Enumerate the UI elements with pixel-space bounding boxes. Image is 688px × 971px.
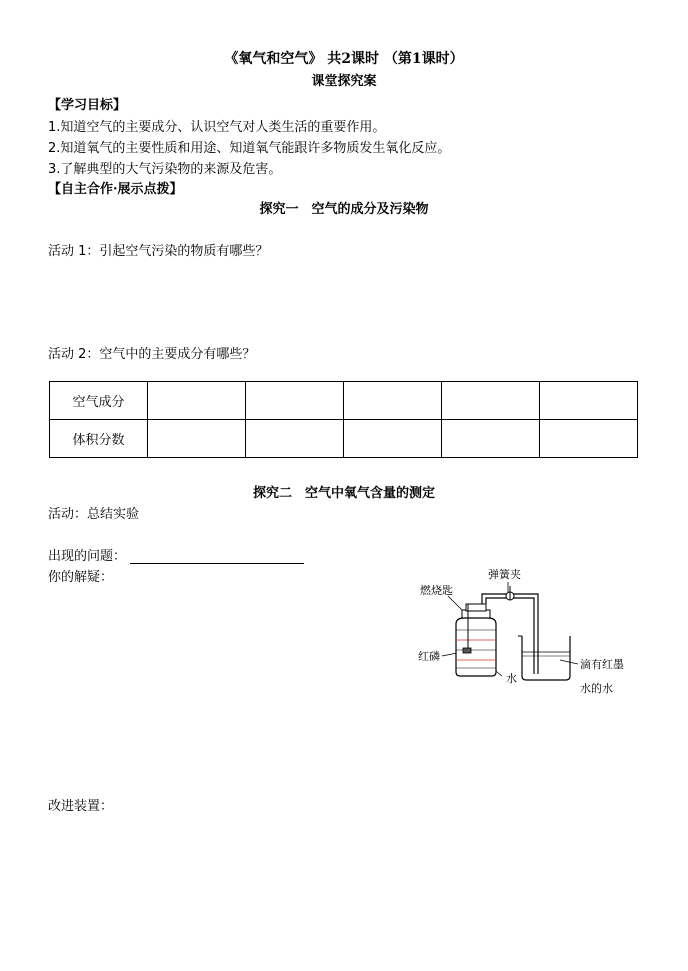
air-composition-table (49, 381, 638, 458)
label-spoon: 燃烧匙 (420, 584, 453, 597)
table-cell[interactable] (148, 382, 246, 420)
table-cell[interactable] (344, 382, 442, 420)
section1-title: 探究一 空气的成分及污染物 (259, 202, 429, 217)
table-cell[interactable] (344, 420, 442, 458)
improve-label: 改进装置： (48, 799, 114, 814)
goal-item-3: 3.了解典型的大气污染物的来源及危害。 (48, 162, 282, 177)
table-row (50, 420, 638, 458)
table-row (50, 382, 638, 420)
collecting-jar (456, 604, 496, 676)
activity-summary-text: 活动：总结实验 (48, 507, 140, 522)
table-cell[interactable] (246, 382, 344, 420)
label-clamp: 弹簧夹 (488, 568, 521, 581)
table-cell[interactable] (540, 420, 638, 458)
row-label-volume-fraction: 体积分数 (50, 420, 148, 458)
apparatus-diagram (410, 564, 650, 704)
table-cell[interactable] (246, 420, 344, 458)
goal-item-2: 2.知道氧气的主要性质和用途、知道氧气能跟许多物质发生氧化反应。 (48, 141, 451, 156)
coop-heading: 【自主合作·展示点拨】 (48, 182, 183, 197)
label-ink-water-1: 滴有红墨 (580, 658, 624, 671)
page-title: 《氧气和空气》 共2课时 （第1课时） (224, 51, 464, 67)
row-label-composition: 空气成分 (50, 382, 148, 420)
problem-blank[interactable] (130, 549, 304, 564)
label-phosphorus: 红磷 (418, 650, 440, 663)
label-water: 水 (506, 672, 517, 685)
table-cell[interactable] (442, 382, 540, 420)
doubt-label: 你的解疑： (48, 570, 114, 585)
goals-heading: 【学习目标】 (48, 98, 127, 113)
activity2-text: 活动 2：空气中的主要成分有哪些？ (48, 347, 256, 362)
beaker (518, 636, 570, 680)
section2-title: 探究二 空气中氧气含量的测定 (252, 486, 435, 501)
table-cell[interactable] (148, 420, 246, 458)
goal-item-1: 1.知道空气的主要成分、认识空气对人类生活的重要作用。 (48, 120, 386, 135)
page-subtitle: 课堂探究案 (311, 74, 377, 89)
problem-label: 出现的问题： (48, 549, 127, 564)
label-ink-water-2: 水的水 (580, 682, 613, 695)
table-cell[interactable] (540, 382, 638, 420)
problem-line (48, 545, 304, 564)
table-cell[interactable] (442, 420, 540, 458)
activity1-text: 活动 1：引起空气污染的物质有哪些？ (48, 244, 269, 259)
